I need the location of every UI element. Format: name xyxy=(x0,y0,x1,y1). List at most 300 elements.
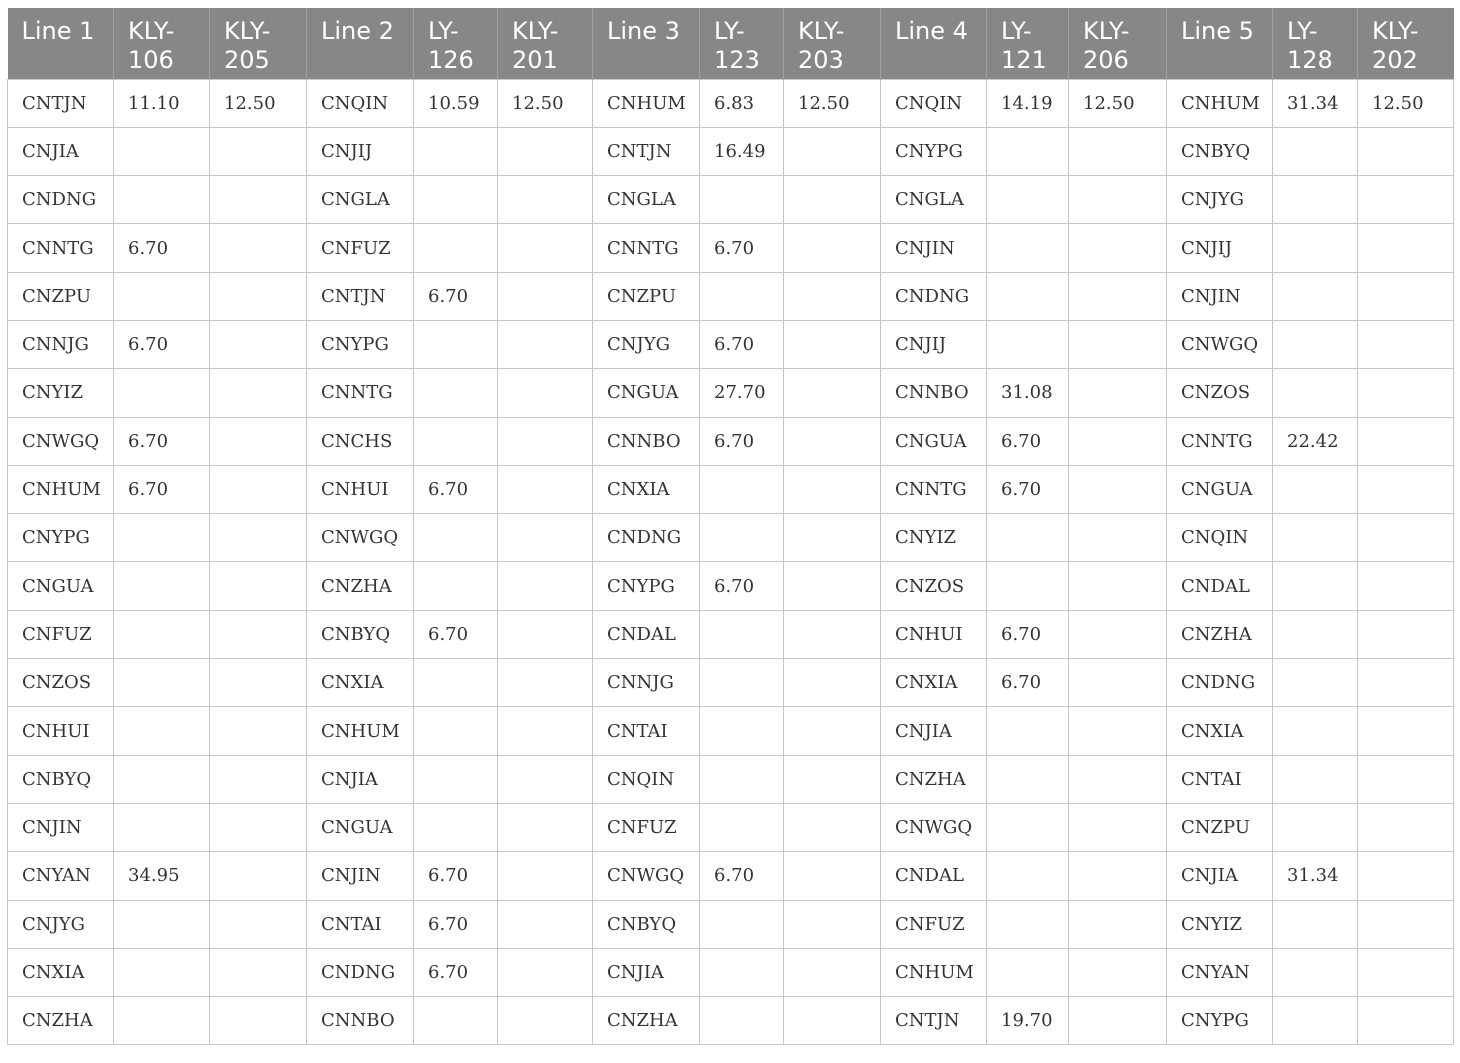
port-code-cell: CNQIN xyxy=(881,79,987,127)
port-code-cell: CNZHA xyxy=(593,997,700,1045)
value-cell xyxy=(1069,707,1167,755)
port-code-cell: CNXIA xyxy=(8,948,114,996)
value-cell: 12.50 xyxy=(210,79,307,127)
value-cell xyxy=(1273,127,1358,175)
value-cell xyxy=(498,224,593,272)
value-cell xyxy=(700,803,784,851)
value-cell xyxy=(498,997,593,1045)
value-cell xyxy=(1358,514,1454,562)
value-cell xyxy=(1069,852,1167,900)
port-code-cell: CNHUM xyxy=(8,465,114,513)
value-cell xyxy=(210,465,307,513)
value-cell: 10.59 xyxy=(414,79,498,127)
port-code-cell: CNGUA xyxy=(593,369,700,417)
port-code-cell: CNZOS xyxy=(1167,369,1273,417)
port-code-cell: CNJIA xyxy=(881,707,987,755)
port-code-cell: CNBYQ xyxy=(8,755,114,803)
value-cell xyxy=(498,272,593,320)
port-code-cell: CNNTG xyxy=(8,224,114,272)
value-cell xyxy=(1273,610,1358,658)
value-cell xyxy=(210,755,307,803)
port-code-cell: CNNTG xyxy=(1167,417,1273,465)
value-cell: 6.70 xyxy=(987,659,1069,707)
port-code-cell: CNGUA xyxy=(307,803,414,851)
value-cell: 12.50 xyxy=(1358,79,1454,127)
port-code-cell: CNNTG xyxy=(593,224,700,272)
port-code-cell: CNJIN xyxy=(8,803,114,851)
table-row xyxy=(8,852,1454,900)
column-header: LY-123 xyxy=(700,8,784,79)
port-code-cell: CNNTG xyxy=(881,465,987,513)
column-header: Line 1 xyxy=(8,8,114,79)
table-row xyxy=(8,127,1454,175)
value-cell: 6.70 xyxy=(114,465,210,513)
value-cell xyxy=(210,610,307,658)
value-cell: 31.34 xyxy=(1273,79,1358,127)
value-cell xyxy=(784,320,881,368)
value-cell: 6.70 xyxy=(414,852,498,900)
value-cell xyxy=(1069,803,1167,851)
value-cell: 6.70 xyxy=(700,224,784,272)
port-code-cell: CNWGQ xyxy=(593,852,700,900)
port-code-cell: CNTJN xyxy=(8,79,114,127)
port-code-cell: CNWGQ xyxy=(307,514,414,562)
port-code-cell: CNDAL xyxy=(881,852,987,900)
value-cell xyxy=(784,948,881,996)
value-cell: 27.70 xyxy=(700,369,784,417)
table-row xyxy=(8,755,1454,803)
value-cell xyxy=(414,562,498,610)
value-cell xyxy=(987,562,1069,610)
port-code-cell: CNCHS xyxy=(307,417,414,465)
port-code-cell: CNTAI xyxy=(307,900,414,948)
value-cell xyxy=(114,707,210,755)
table-row xyxy=(8,272,1454,320)
value-cell xyxy=(210,997,307,1045)
value-cell xyxy=(414,707,498,755)
value-cell xyxy=(210,562,307,610)
column-header: KLY-202 xyxy=(1358,8,1454,79)
value-cell xyxy=(498,127,593,175)
port-code-cell: CNDAL xyxy=(1167,562,1273,610)
port-code-cell: CNYPG xyxy=(8,514,114,562)
port-code-cell: CNZOS xyxy=(881,562,987,610)
value-cell xyxy=(498,948,593,996)
table-row xyxy=(8,803,1454,851)
value-cell xyxy=(784,803,881,851)
value-cell: 12.50 xyxy=(784,79,881,127)
value-cell xyxy=(1273,803,1358,851)
value-cell: 6.70 xyxy=(700,320,784,368)
table-row xyxy=(8,562,1454,610)
value-cell xyxy=(414,224,498,272)
port-code-cell: CNJYG xyxy=(8,900,114,948)
value-cell xyxy=(700,948,784,996)
port-code-cell: CNJIN xyxy=(1167,272,1273,320)
port-code-cell: CNZPU xyxy=(593,272,700,320)
port-code-cell: CNFUZ xyxy=(593,803,700,851)
port-code-cell: CNYPG xyxy=(593,562,700,610)
value-cell xyxy=(1358,465,1454,513)
port-code-cell: CNXIA xyxy=(307,659,414,707)
value-cell xyxy=(1358,900,1454,948)
value-cell xyxy=(498,659,593,707)
value-cell xyxy=(498,803,593,851)
port-code-cell: CNJYG xyxy=(1167,176,1273,224)
value-cell xyxy=(987,852,1069,900)
value-cell xyxy=(114,272,210,320)
value-cell xyxy=(987,127,1069,175)
value-cell: 34.95 xyxy=(114,852,210,900)
value-cell xyxy=(1358,176,1454,224)
value-cell: 16.49 xyxy=(700,127,784,175)
port-code-cell: CNDNG xyxy=(8,176,114,224)
value-cell: 6.83 xyxy=(700,79,784,127)
data-table xyxy=(7,8,1454,1045)
value-cell xyxy=(987,224,1069,272)
port-code-cell: CNZHA xyxy=(8,997,114,1045)
table-row xyxy=(8,948,1454,996)
value-cell xyxy=(498,176,593,224)
value-cell xyxy=(700,997,784,1045)
column-header: Line 5 xyxy=(1167,8,1273,79)
value-cell xyxy=(498,369,593,417)
port-code-cell: CNWGQ xyxy=(881,803,987,851)
value-cell xyxy=(414,803,498,851)
value-cell xyxy=(210,900,307,948)
value-cell xyxy=(210,369,307,417)
value-cell xyxy=(414,417,498,465)
column-header: Line 3 xyxy=(593,8,700,79)
value-cell xyxy=(1069,320,1167,368)
port-code-cell: CNQIN xyxy=(1167,514,1273,562)
value-cell xyxy=(1273,514,1358,562)
port-code-cell: CNNJG xyxy=(8,320,114,368)
value-cell xyxy=(700,610,784,658)
value-cell xyxy=(987,707,1069,755)
port-code-cell: CNJIJ xyxy=(1167,224,1273,272)
value-cell xyxy=(784,369,881,417)
value-cell xyxy=(1273,948,1358,996)
port-code-cell: CNTJN xyxy=(593,127,700,175)
value-cell xyxy=(114,803,210,851)
value-cell xyxy=(700,514,784,562)
port-code-cell: CNYAN xyxy=(8,852,114,900)
port-code-cell: CNDAL xyxy=(593,610,700,658)
port-code-cell: CNZHA xyxy=(307,562,414,610)
port-code-cell: CNDNG xyxy=(307,948,414,996)
table-row xyxy=(8,369,1454,417)
table-row xyxy=(8,707,1454,755)
value-cell xyxy=(498,465,593,513)
value-cell xyxy=(498,900,593,948)
value-cell xyxy=(210,320,307,368)
table-row xyxy=(8,997,1454,1045)
port-code-cell: CNNTG xyxy=(307,369,414,417)
value-cell xyxy=(414,997,498,1045)
value-cell xyxy=(784,417,881,465)
column-header: LY-126 xyxy=(414,8,498,79)
table-row xyxy=(8,659,1454,707)
table-row xyxy=(8,320,1454,368)
value-cell xyxy=(987,176,1069,224)
port-code-cell: CNYIZ xyxy=(881,514,987,562)
value-cell xyxy=(1069,948,1167,996)
table-row xyxy=(8,79,1454,127)
value-cell xyxy=(414,320,498,368)
value-cell xyxy=(498,707,593,755)
value-cell xyxy=(414,514,498,562)
value-cell xyxy=(784,272,881,320)
value-cell xyxy=(784,127,881,175)
port-code-cell: CNDNG xyxy=(881,272,987,320)
port-code-cell: CNQIN xyxy=(307,79,414,127)
value-cell xyxy=(784,659,881,707)
value-cell xyxy=(1273,369,1358,417)
value-cell xyxy=(1273,224,1358,272)
port-code-cell: CNBYQ xyxy=(593,900,700,948)
value-cell xyxy=(1273,707,1358,755)
column-header: Line 2 xyxy=(307,8,414,79)
port-code-cell: CNTJN xyxy=(881,997,987,1045)
value-cell xyxy=(1069,659,1167,707)
value-cell xyxy=(700,707,784,755)
value-cell xyxy=(1358,127,1454,175)
value-cell xyxy=(210,417,307,465)
value-cell xyxy=(210,707,307,755)
port-code-cell: CNNBO xyxy=(307,997,414,1045)
value-cell xyxy=(1069,224,1167,272)
port-code-cell: CNJIJ xyxy=(307,127,414,175)
value-cell xyxy=(784,755,881,803)
value-cell xyxy=(498,852,593,900)
table-row xyxy=(8,417,1454,465)
value-cell xyxy=(1069,755,1167,803)
value-cell xyxy=(114,659,210,707)
value-cell xyxy=(210,852,307,900)
column-header: KLY-206 xyxy=(1069,8,1167,79)
port-code-cell: CNFUZ xyxy=(881,900,987,948)
value-cell xyxy=(1358,659,1454,707)
value-cell: 6.70 xyxy=(414,465,498,513)
port-code-cell: CNYAN xyxy=(1167,948,1273,996)
port-code-cell: CNXIA xyxy=(881,659,987,707)
value-cell: 6.70 xyxy=(114,224,210,272)
port-code-cell: CNYPG xyxy=(307,320,414,368)
value-cell xyxy=(1069,562,1167,610)
port-code-cell: CNGLA xyxy=(593,176,700,224)
value-cell xyxy=(700,755,784,803)
value-cell xyxy=(1358,417,1454,465)
value-cell xyxy=(114,514,210,562)
port-code-cell: CNZHA xyxy=(1167,610,1273,658)
value-cell xyxy=(1358,272,1454,320)
table-row xyxy=(8,224,1454,272)
table-container xyxy=(7,8,1453,1045)
port-code-cell: CNWGQ xyxy=(8,417,114,465)
value-cell xyxy=(987,948,1069,996)
value-cell xyxy=(1069,127,1167,175)
port-code-cell: CNJIA xyxy=(307,755,414,803)
port-code-cell: CNFUZ xyxy=(307,224,414,272)
port-code-cell: CNNBO xyxy=(881,369,987,417)
value-cell: 6.70 xyxy=(700,562,784,610)
port-code-cell: CNHUM xyxy=(1167,79,1273,127)
port-code-cell: CNBYQ xyxy=(1167,127,1273,175)
value-cell xyxy=(700,176,784,224)
value-cell xyxy=(784,997,881,1045)
value-cell xyxy=(784,176,881,224)
value-cell xyxy=(987,900,1069,948)
value-cell: 31.08 xyxy=(987,369,1069,417)
port-code-cell: CNDNG xyxy=(1167,659,1273,707)
value-cell xyxy=(987,514,1069,562)
port-code-cell: CNNJG xyxy=(593,659,700,707)
value-cell: 6.70 xyxy=(987,417,1069,465)
port-code-cell: CNHUM xyxy=(307,707,414,755)
port-code-cell: CNDNG xyxy=(593,514,700,562)
value-cell xyxy=(1273,659,1358,707)
value-cell xyxy=(784,900,881,948)
port-code-cell: CNZOS xyxy=(8,659,114,707)
value-cell: 12.50 xyxy=(498,79,593,127)
value-cell xyxy=(498,417,593,465)
port-code-cell: CNGUA xyxy=(1167,465,1273,513)
value-cell xyxy=(700,659,784,707)
value-cell xyxy=(1069,997,1167,1045)
value-cell: 6.70 xyxy=(114,320,210,368)
value-cell: 19.70 xyxy=(987,997,1069,1045)
value-cell xyxy=(987,803,1069,851)
value-cell xyxy=(1273,755,1358,803)
port-code-cell: CNGLA xyxy=(881,176,987,224)
port-code-cell: CNHUI xyxy=(307,465,414,513)
value-cell xyxy=(498,320,593,368)
value-cell xyxy=(1358,320,1454,368)
value-cell xyxy=(498,610,593,658)
port-code-cell: CNTJN xyxy=(307,272,414,320)
value-cell xyxy=(114,900,210,948)
table-body xyxy=(8,79,1454,1045)
value-cell: 6.70 xyxy=(414,900,498,948)
value-cell xyxy=(784,465,881,513)
column-header: KLY-201 xyxy=(498,8,593,79)
value-cell xyxy=(784,852,881,900)
value-cell xyxy=(114,610,210,658)
value-cell xyxy=(1358,852,1454,900)
value-cell xyxy=(210,948,307,996)
port-code-cell: CNJIJ xyxy=(881,320,987,368)
value-cell xyxy=(414,176,498,224)
port-code-cell: CNHUM xyxy=(593,79,700,127)
value-cell xyxy=(414,659,498,707)
value-cell xyxy=(1358,948,1454,996)
value-cell xyxy=(498,755,593,803)
column-header: LY-128 xyxy=(1273,8,1358,79)
port-code-cell: CNJIA xyxy=(1167,852,1273,900)
value-cell xyxy=(1358,803,1454,851)
value-cell: 6.70 xyxy=(414,948,498,996)
column-header: LY-121 xyxy=(987,8,1069,79)
value-cell xyxy=(210,659,307,707)
value-cell: 12.50 xyxy=(1069,79,1167,127)
value-cell xyxy=(1069,900,1167,948)
port-code-cell: CNZPU xyxy=(1167,803,1273,851)
port-code-cell: CNWGQ xyxy=(1167,320,1273,368)
column-header: KLY-106 xyxy=(114,8,210,79)
port-code-cell: CNJIA xyxy=(593,948,700,996)
value-cell xyxy=(700,465,784,513)
value-cell xyxy=(1069,369,1167,417)
value-cell xyxy=(114,755,210,803)
value-cell: 6.70 xyxy=(987,610,1069,658)
value-cell xyxy=(1358,224,1454,272)
value-cell: 22.42 xyxy=(1273,417,1358,465)
table-row xyxy=(8,465,1454,513)
port-code-cell: CNHUI xyxy=(881,610,987,658)
port-code-cell: CNYPG xyxy=(1167,997,1273,1045)
port-code-cell: CNYIZ xyxy=(1167,900,1273,948)
value-cell: 6.70 xyxy=(414,272,498,320)
port-code-cell: CNHUI xyxy=(8,707,114,755)
value-cell xyxy=(114,176,210,224)
port-code-cell: CNGUA xyxy=(881,417,987,465)
port-code-cell: CNTAI xyxy=(593,707,700,755)
port-code-cell: CNYIZ xyxy=(8,369,114,417)
value-cell xyxy=(114,369,210,417)
value-cell xyxy=(700,272,784,320)
value-cell: 11.10 xyxy=(114,79,210,127)
value-cell xyxy=(784,514,881,562)
value-cell xyxy=(1273,562,1358,610)
value-cell xyxy=(1069,417,1167,465)
value-cell xyxy=(498,514,593,562)
value-cell: 6.70 xyxy=(700,852,784,900)
value-cell xyxy=(784,224,881,272)
table-row xyxy=(8,514,1454,562)
table-row xyxy=(8,610,1454,658)
port-code-cell: CNNBO xyxy=(593,417,700,465)
value-cell xyxy=(1273,465,1358,513)
value-cell xyxy=(1358,997,1454,1045)
port-code-cell: CNGLA xyxy=(307,176,414,224)
port-code-cell: CNBYQ xyxy=(307,610,414,658)
value-cell xyxy=(210,176,307,224)
value-cell: 6.70 xyxy=(114,417,210,465)
column-header: KLY-203 xyxy=(784,8,881,79)
value-cell xyxy=(1273,272,1358,320)
value-cell: 14.19 xyxy=(987,79,1069,127)
column-header: KLY-205 xyxy=(210,8,307,79)
value-cell xyxy=(1358,562,1454,610)
value-cell xyxy=(1273,900,1358,948)
value-cell xyxy=(114,127,210,175)
port-code-cell: CNXIA xyxy=(593,465,700,513)
value-cell xyxy=(210,514,307,562)
value-cell xyxy=(1273,176,1358,224)
value-cell: 6.70 xyxy=(987,465,1069,513)
port-code-cell: CNFUZ xyxy=(8,610,114,658)
value-cell xyxy=(784,610,881,658)
port-code-cell: CNJIA xyxy=(8,127,114,175)
value-cell: 6.70 xyxy=(700,417,784,465)
table-row xyxy=(8,176,1454,224)
value-cell xyxy=(987,320,1069,368)
value-cell xyxy=(414,755,498,803)
port-code-cell: CNJIN xyxy=(307,852,414,900)
column-header: Line 4 xyxy=(881,8,987,79)
value-cell xyxy=(498,562,593,610)
